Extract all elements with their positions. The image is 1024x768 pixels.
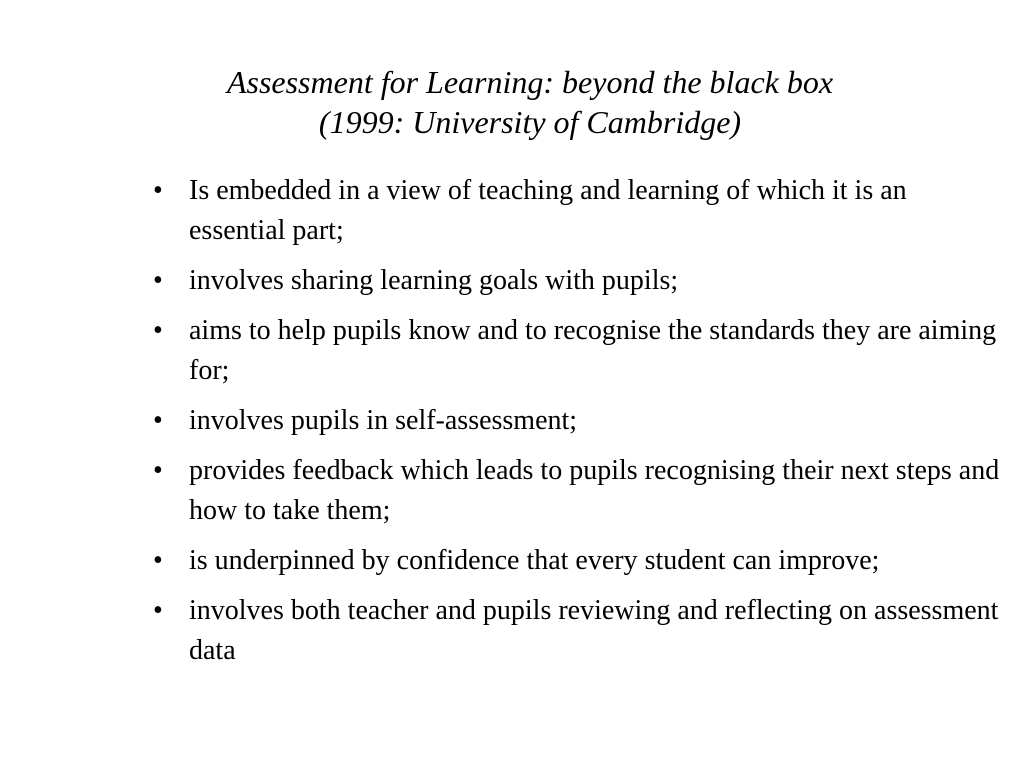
bullet-text: involves sharing learning goals with pupils; <box>189 265 679 296</box>
bullet-text: Is embedded in a view of teaching and learning of which it is an essential part; <box>189 175 907 246</box>
bullet-item <box>150 171 1010 251</box>
slide-title <box>150 62 910 142</box>
bullet-item <box>150 261 1010 301</box>
bullet-icon: • <box>153 265 163 296</box>
bullet-text: aims to help pupils know and to recognise the standards they are aiming for; <box>189 315 997 386</box>
bullet-text: involves both teacher and pupils reviewing and reflecting on assessment data <box>189 595 999 666</box>
slide-title-line-1: Assessment for Learning: beyond the black box <box>226 64 834 100</box>
bullet-item <box>150 451 1010 531</box>
bullet-icon: • <box>153 455 163 486</box>
bullet-icon: • <box>153 405 163 436</box>
bullet-item <box>150 541 1010 581</box>
bullet-text: is underpinned by confidence that every student can improve; <box>189 545 880 576</box>
bullet-icon: • <box>153 175 163 206</box>
bullet-text: involves pupils in self-assessment; <box>189 405 578 436</box>
bullet-item <box>150 311 1010 391</box>
bullet-icon: • <box>153 595 163 626</box>
bullet-item <box>150 591 1010 671</box>
bullet-icon: • <box>153 545 163 576</box>
bullet-list <box>150 171 1010 681</box>
bullet-text: provides feedback which leads to pupils recognising their next steps and how to take them; <box>189 455 1000 526</box>
bullet-item <box>150 401 1010 441</box>
bullet-icon: • <box>153 315 163 346</box>
slide-title-line-2: (1999: University of Cambridge) <box>318 104 742 140</box>
